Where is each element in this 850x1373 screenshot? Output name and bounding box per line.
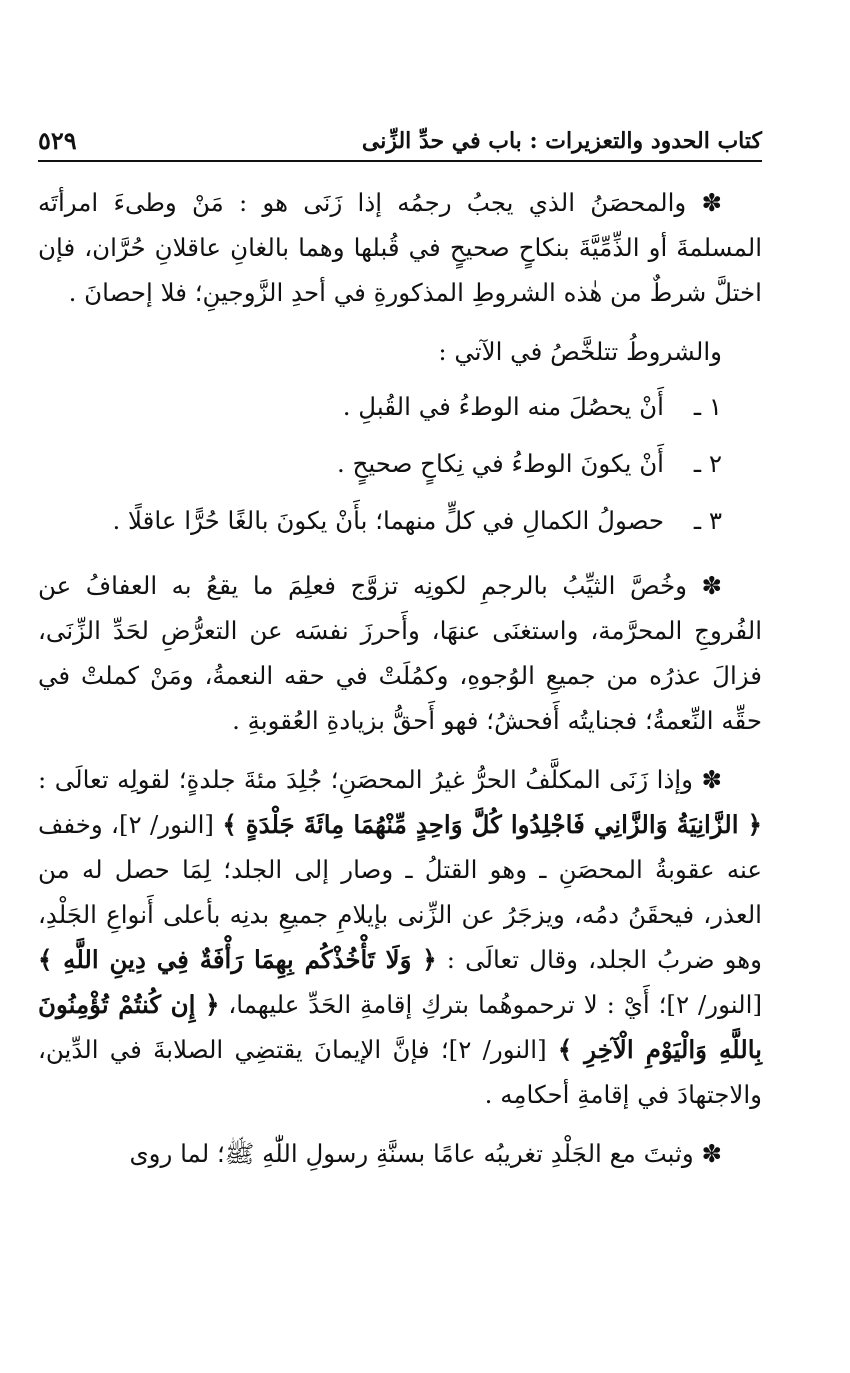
paragraph-banishment: ✽ وثبتَ مع الجَلْدِ تغريبُه عامًا بسنَّةِ رسولِ اللّٰهِ ﷺ؛ لما روى xyxy=(129,1139,722,1168)
list-item-number: ٣ ـ xyxy=(693,506,722,535)
paragraph-thayyib-reason: ✽ وخُصَّ الثيِّبُ بالرجمِ لكونِه تزوَّج فعلِمَ ما يقعُ به العفافُ عن الفُروجِ المحرَّمة، واستغنَى عنهَا، وأَحرزَ نفسَه عن التعرُّضِ لحَدِّ الزِّنَى، فزالَ عذرُه من جميعِ الوُجوهِ، وكمُلَتْ في حقه النعمةُ، ومَنْ كملتْ في حقِّه النِّعمةُ؛ فجنايتُه أَفحشُ؛ فهو أَحقُّ بزيادةِ العُقوبةِ . xyxy=(38,571,762,735)
paragraph-text: [النور/ ٢]؛ أَيْ : لا ترحموهُما بتركِ إقامةِ الحَدِّ عليهما، xyxy=(228,990,762,1019)
list-item-number: ٢ ـ xyxy=(693,449,722,478)
list-item xyxy=(38,378,762,435)
list-item xyxy=(38,492,762,549)
quran-verse: ﴿ إِن كُنتُمْ تُؤْمِنُونَ بِاللَّهِ وَالْيَوْمِ الْآخِرِ ﴾ xyxy=(38,990,762,1064)
paragraph-text: ✽ وإذا زَنَى المكلَّفُ الحرُّ غيرُ المحصَنِ؛ جُلِدَ مئةَ جلدةٍ؛ لقولِه تعالَى : xyxy=(38,765,722,794)
list-item-text: أَنْ يحصُلَ منه الوطءُ في القُبلِ . xyxy=(342,392,664,421)
list-item-text: حصولُ الكمالِ في كلٍّ منهما؛ بأَنْ يكونَ بالغًا حُرًّا عاقلًا . xyxy=(112,506,664,535)
page-number: ٥٢٩ xyxy=(38,126,77,155)
paragraph-conditions-intro: والشروطُ تتلخَّصُ في الآتي : xyxy=(438,337,722,366)
quran-verse: ﴿ وَلَا تَأْخُذْكُم بِهِمَا رَأْفَةٌ فِي دِينِ اللَّهِ ﴾ xyxy=(38,945,437,974)
paragraph-text: [النور/ ٢]؛ فإنَّ الإيمانَ يقتضِي الصلابةَ في الدِّين، والاجتهادَ في إقامةِ أحكامِه . xyxy=(38,1035,762,1109)
header-title: كتاب الحدود والتعزيرات : باب في حدِّ الزِّنى xyxy=(361,128,762,154)
paragraph-text: [النور/ ٢]، وخفف عنه عقوبةُ المحصَنِ ـ وهو القتلُ ـ وصار إلى الجلد؛ لِمَا حصل له من العذر، فيحقَنُ دمُه، ويزجَرُ عن الزِّنى بإيلامِ جميعِ بدنِه بأعلى أَنواعِ الجَلْدِ، وهو ضربُ الجلد، وقال تعالَى : xyxy=(38,810,763,974)
quran-verse: ﴿ الزَّانِيَةُ وَالزَّانِي فَاجْلِدُوا كُلَّ وَاحِدٍ مِّنْهُمَا مِائَةَ جَلْدَةٍ ﴾ xyxy=(222,810,762,839)
paragraph-muhsan-definition: ✽ والمحصَنُ الذي يجبُ رجمُه إذا زَنَى هو : مَنْ وطىءَ امرأتَه المسلمةَ أو الذِّمِّيَّةَ بنكاحٍ صحيحٍ في قُبلها وهما بالغانِ عاقلانِ حُرَّان، فإن اختلَّ شرطٌ من هٰذه الشروطِ المذكورةِ في أحدِ الزَّوجينِ؛ فلا إحصانَ . xyxy=(38,188,762,307)
list-item xyxy=(38,435,762,492)
paragraph-flogging xyxy=(38,757,762,1117)
list-item-text: أَنْ يكونَ الوطءُ في نِكاحٍ صحيحٍ . xyxy=(336,449,664,478)
list-item-number: ١ ـ xyxy=(693,392,722,421)
running-header xyxy=(38,120,762,162)
main-text xyxy=(38,180,762,1176)
